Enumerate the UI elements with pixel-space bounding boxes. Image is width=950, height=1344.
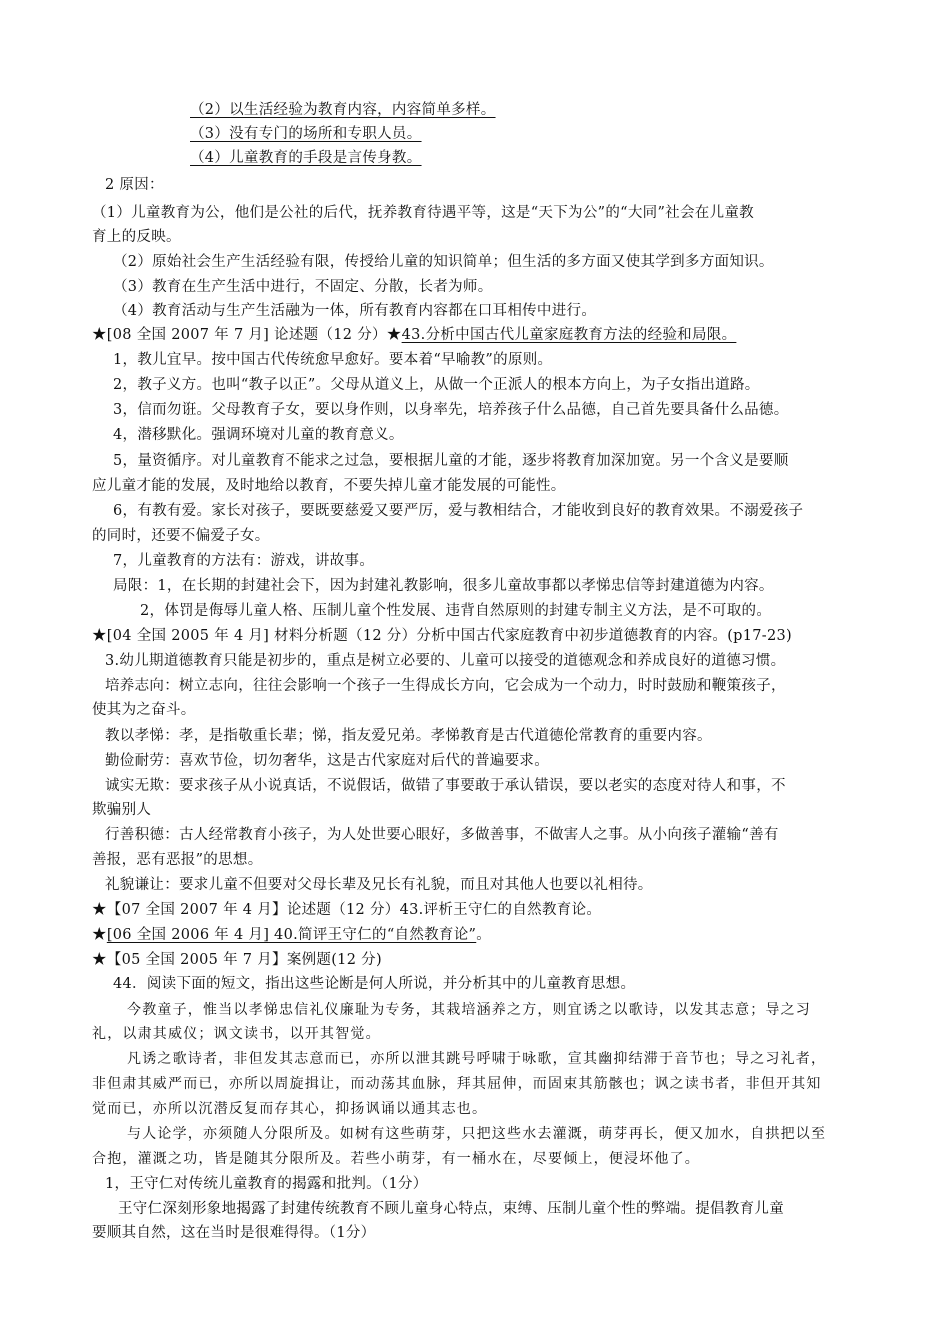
text-line: （4）儿童教育的手段是言传身教。	[190, 150, 422, 166]
text-line: 7，儿童教育的方法有：游戏，讲故事。	[113, 553, 375, 569]
text-line: 5，量资循序。对儿童教育不能求之过急，要根据儿童的才能，逐步将教育加深加宽。另一个含义是要顺	[113, 453, 789, 469]
text-line: 的同时，还要不偏爱子女。	[92, 528, 270, 544]
text-line: 善报，恶有恶报”的思想。	[92, 852, 263, 868]
quote-line: 今教童子，惟当以孝悌忠信礼仪廉耻为专务，其栽培涵养之方，则宜诱之以歌诗，以发其志意；导之习	[127, 1002, 811, 1018]
text-line: 行善积德：古人经常教育小孩子，为人处世要心眼好，多做善事，不做害人之事。从小向孩子灌输“善有	[105, 827, 779, 843]
exam-question-heading: ★[04 全国 2005 年 4 月] 材料分析题（12 分）分析中国古代家庭教育中初步道德教育的内容。(p17-23)	[92, 628, 792, 644]
question-label: ★[08 全国 2007 年 7 月] 论述题（12 分）★	[92, 327, 402, 343]
question-title: 43.分析中国古代儿童家庭教育方法的经验和局限。	[401, 327, 737, 343]
text-line: 应儿童才能的发展，及时地给以教育，不要失掉儿童才能发展的可能性。	[92, 478, 566, 494]
exam-question-heading	[92, 323, 872, 347]
text-line: 2，教子义方。也叫“教子以正”。父母从道义上，从做一个正派人的根本方向上，为子女指出道路。	[113, 377, 760, 393]
text-line: （4）教育活动与生产生活融为一体，所有教育内容都在口耳相传中进行。	[113, 303, 597, 319]
text-line: 4，潜移默化。强调环境对儿童的教育意义。	[113, 427, 404, 443]
quote-line: 礼，以肃其威仪；讽文读书，以开其智觉。	[92, 1026, 381, 1042]
text-line: （3）没有专门的场所和专职人员。	[190, 126, 422, 142]
exam-question-heading	[92, 923, 872, 947]
text-line: 礼貌谦让：要求儿童不但要对父母长辈及兄长有礼貌，而且对其他人也要以礼相待。	[105, 877, 653, 893]
text-line: 6，有教有爱。家长对孩子，要既要慈爱又要严厉，爱与教相结合，才能收到良好的教育效果。不溺爱孩子	[113, 503, 804, 519]
exam-question-heading: ★【07 全国 2007 年 4 月】论述题（12 分）43.评析王守仁的自然教育论。	[92, 902, 602, 918]
quote-line: 凡诱之歌诗者，非但发其志意而已，亦所以泄其跳号呼啸于咏歌，宣其幽抑结滞于音节也；导之习礼者，	[127, 1051, 827, 1067]
text-line: 局限：1，在长期的封建社会下，因为封建礼教影响，很多儿童故事都以孝悌忠信等封建道德为内容。	[113, 578, 774, 594]
text-line: 1，教儿宜早。按中国古代传统愈早愈好。要本着“早喻教”的原则。	[113, 352, 553, 368]
exam-question-heading: ★【05 全国 2005 年 7 月】案例题(12 分)	[92, 952, 382, 968]
text-line: 勤俭耐劳：喜欢节俭，切勿奢华，这是古代家庭对后代的普遍要求。	[105, 753, 549, 769]
text-line: 要顺其自然，这在当时是很难得得。（1分）	[92, 1225, 376, 1241]
text-line: （2）原始社会生产生活经验有限，传授给儿童的知识简单；但生活的多方面又使其学到多方面知识。	[113, 254, 774, 270]
text-line: 欺骗别人	[92, 802, 152, 818]
text-line: 3.幼儿期道德教育只能是初步的，重点是树立必要的、儿童可以接受的道德观念和养成良好的道德习惯。	[105, 653, 786, 669]
star-marker: ★	[92, 927, 107, 943]
text-line: 诚实无欺：要求孩子从小说真话，不说假话，做错了事要敢于承认错误，要以老实的态度对待人和事，不	[105, 778, 786, 794]
text-line: 3，信而勿诳。父母教育子女，要以身作则，以身率先，培养孩子什么品德，自己首先要具备什么品德。	[113, 402, 789, 418]
text-line: 培养志向：树立志向，往往会影响一个孩子一生得成长方向，它会成为一个动力，时时鼓励和鞭策孩子，	[105, 678, 786, 694]
text-line: （1）儿童教育为公，他们是公社的后代，抚养教育待遇平等，这是“天下为公”的“大同”社会在儿童教	[92, 205, 754, 221]
quote-line: 非但肃其威严而已，亦所以周旋揖让，而动荡其血脉，拜其屈伸，而固束其筋骸也；讽之读书者，非但开其知	[92, 1076, 822, 1092]
period: 。	[476, 927, 492, 943]
text-line: （2）以生活经验为教育内容，内容简单多样。	[190, 102, 496, 118]
text-line: 王守仁深刻形象地揭露了封建传统教育不顾儿童身心特点，束缚、压制儿童个性的弊端。提倡教育儿童	[118, 1201, 784, 1217]
text-line: 使其为之奋斗。	[92, 702, 196, 718]
text-line: 育上的反映。	[92, 229, 181, 245]
text-line: 1，王守仁对传统儿童教育的揭露和批判。（1分）	[105, 1176, 428, 1192]
text-line: （3）教育在生产生活中进行，不固定、分散，长者为师。	[113, 279, 493, 295]
quote-line: 与人论学，亦须随人分限所及。如树有这些萌芽，只把这些水去灌溉，萌芽再长，便又加水，自拱把以至	[127, 1126, 827, 1142]
quote-line: 觉而已，亦所以沉潜反复而存其心，抑扬讽诵以通其志也。	[92, 1101, 488, 1117]
text-line: 2，体罚是侮辱儿童人格、压制儿童个性发展、违背自然原则的封建专制主义方法，是不可取的。	[140, 603, 772, 619]
text-line: 教以孝悌：孝，是指敬重长辈；悌，指友爱兄弟。孝悌教育是古代道德伦常教育的重要内容。	[105, 728, 712, 744]
section-heading: 2 原因：	[105, 177, 164, 193]
question-title: [06 全国 2006 年 4 月] 40.简评王守仁的“自然教育论”	[106, 927, 477, 943]
text-line: 44．阅读下面的短文，指出这些论断是何人所说，并分析其中的儿童教育思想。	[113, 976, 636, 992]
quote-line: 合抱，灌溉之功，皆是随其分限所及。若些小萌芽，有一桶水在，尽要倾上，便浸坏他了。	[92, 1151, 700, 1167]
